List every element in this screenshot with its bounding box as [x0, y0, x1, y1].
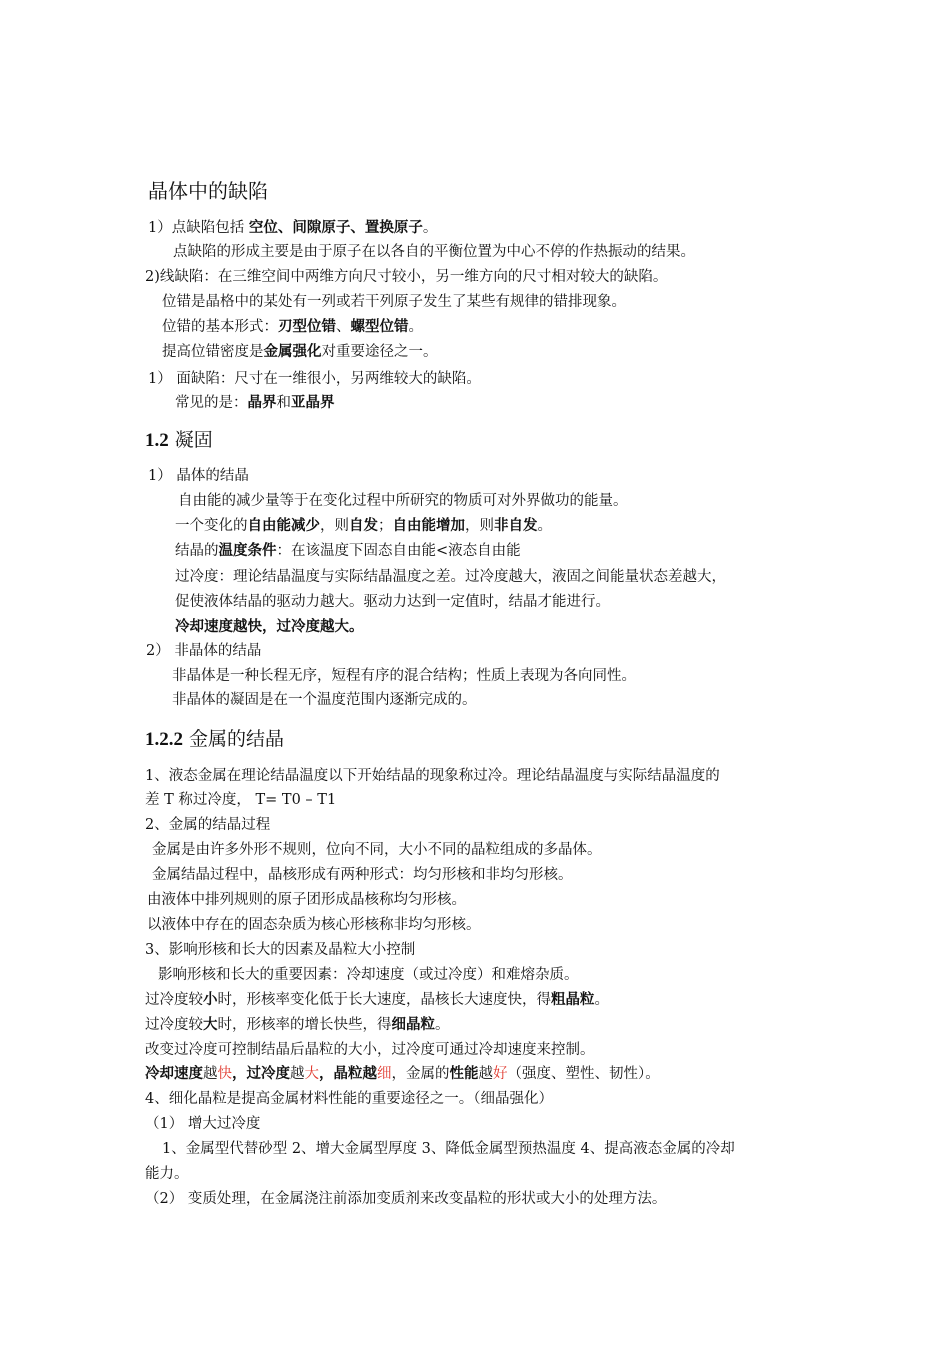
amorphous-label: 2） 非晶体的结晶 [146, 643, 262, 659]
paragraph-2-c: 由液体中排列规则的原子团形成晶核称均匀形核。 [147, 892, 466, 908]
free-energy-definition: 自由能的减少量等于在变化过程中所研究的物质可对外界做功的能量。 [178, 493, 628, 509]
undercooling-definition-2: 促使液体结晶的驱动力越大。驱动力达到一定值时，结晶才能进行。 [175, 594, 610, 610]
section-heading-metal-crystallization: 1.2.2 金属的结晶 [145, 728, 285, 750]
dislocation-definition: 位错是晶格中的某处有一列或若干列原子发生了某些有规律的错排现象。 [162, 294, 626, 310]
amorphous-description: 非晶体是一种长程无序，短程有序的混合结构；性质上表现为各向同性。 [172, 668, 636, 684]
paragraph-2-b: 金属结晶过程中，晶核形成有两种形式：均匀形核和非均匀形核。 [152, 867, 573, 883]
line-defect-intro: 2)线缺陷：在三维空间中两维方向尺寸较小，另一维方向的尺寸相对较大的缺陷。 [145, 269, 668, 285]
dislocation-forms: 位错的基本形式：刃型位错、螺型位错。 [162, 318, 423, 335]
dislocation-density: 提高位错密度是金属强化对重要途径之一。 [162, 343, 438, 360]
paragraph-1-line-2: 差 T 称过冷度， T= T0 – T1 [145, 792, 337, 808]
paragraph-4-2: （2） 变质处理，在金属浇注前添加变质剂来改变晶粒的形状或大小的处理方法。 [145, 1191, 667, 1207]
paragraph-4-1-line-1: 1、金属型代替砂型 2、增大金属型厚度 3、降低金属型预热温度 4、提高液态金属的冷却 [162, 1141, 735, 1157]
point-defect-formation: 点缺陷的形成主要是由于原子在以各自的平衡位置为中心不停的作热振动的结果。 [173, 244, 695, 260]
temperature-condition: 结晶的温度条件：在该温度下固态自由能<液态自由能 [175, 542, 521, 559]
surface-defect-intro: 1） 面缺陷：尺寸在一维很小，另两维较大的缺陷。 [148, 371, 481, 387]
paragraph-3-b: 过冷度较小时，形核率变化低于长大速度，晶核长大速度快，得粗晶粒。 [145, 991, 609, 1008]
crystal-crystallization-label: 1） 晶体的结晶 [148, 468, 249, 484]
paragraph-2-d: 以液体中存在的固态杂质为核心形核称非均匀形核。 [147, 917, 481, 933]
surface-defect-common: 常见的是：晶界和亚晶界 [175, 394, 335, 411]
amorphous-solidification: 非晶体的凝固是在一个温度范围内逐渐完成的。 [172, 692, 477, 708]
paragraph-3-title: 3、影响形核和长大的因素及晶粒大小控制 [145, 942, 416, 958]
section-heading-defects: 晶体中的缺陷 [148, 179, 268, 203]
paragraph-3-e: 冷却速度越快，过冷度越大，晶粒越细，金属的性能越好（强度、塑性、韧性）。 [145, 1065, 660, 1082]
paragraph-3-d: 改变过冷度可控制结晶后晶粒的大小，过冷度可通过冷却速度来控制。 [145, 1042, 595, 1058]
undercooling-definition-1: 过冷度：理论结晶温度与实际结晶温度之差。过冷度越大，液固之间能量状态差越大， [175, 569, 726, 585]
paragraph-2-title: 2、金属的结晶过程 [145, 817, 271, 833]
section-heading-solidification: 1.2 凝固 [145, 429, 213, 451]
paragraph-4-1-line-2: 能力。 [145, 1166, 189, 1182]
spontaneity-rule: 一个变化的自由能减少，则自发；自由能增加，则非自发。 [175, 517, 552, 534]
paragraph-4-1-label: （1） 增大过冷度 [145, 1116, 261, 1132]
paragraph-3-a: 影响形核和长大的重要因素：冷却速度（或过冷度）和难熔杂质。 [158, 967, 579, 983]
paragraph-1-line-1: 1、液态金属在理论结晶温度以下开始结晶的现象称过冷。理论结晶温度与实际结晶温度的 [145, 768, 720, 784]
paragraph-4-title: 4、细化晶粒是提高金属材料性能的重要途径之一。（细晶强化） [145, 1091, 553, 1107]
paragraph-2-a: 金属是由许多外形不规则，位向不同，大小不同的晶粒组成的多晶体。 [152, 842, 602, 858]
cooling-rate-rule: 冷却速度越快，过冷度越大。 [175, 618, 364, 635]
point-defect-line: 1）点缺陷包括 空位、间隙原子、置换原子。 [148, 219, 438, 236]
paragraph-3-c: 过冷度较大时，形核率的增长快些，得细晶粒。 [145, 1016, 450, 1033]
